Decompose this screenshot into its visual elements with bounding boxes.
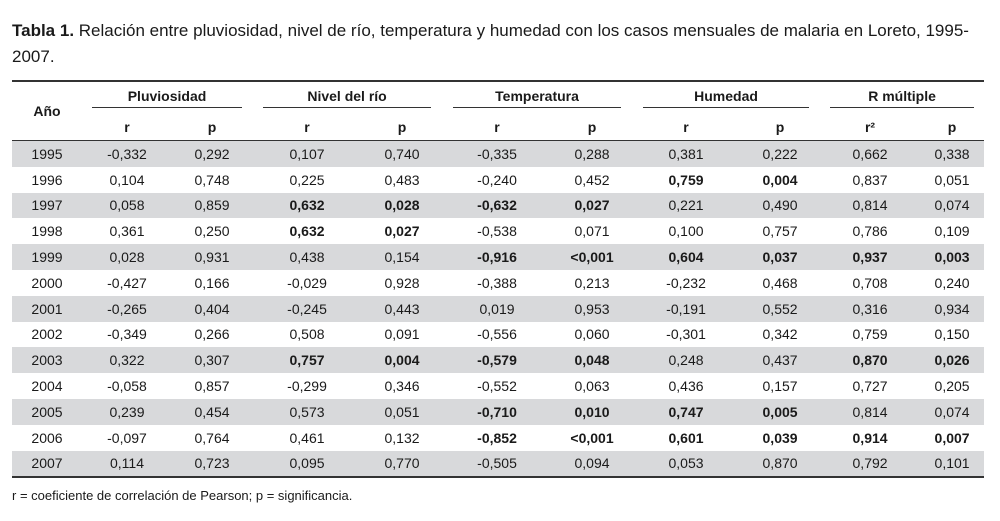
sub-header: p (740, 113, 820, 141)
group-header-pluviosidad: Pluviosidad (82, 81, 252, 113)
value-cell: 0,074 (920, 399, 984, 425)
value-cell: -0,852 (477, 429, 517, 446)
value-cell: -0,245 (252, 296, 362, 322)
table-caption (12, 18, 990, 70)
sub-header: p (920, 113, 984, 141)
value-cell: 0,931 (172, 244, 252, 270)
group-header-humedad: Humedad (632, 81, 820, 113)
year-cell: 1996 (31, 171, 63, 188)
value-cell: 0,132 (384, 429, 420, 446)
value-cell: -0,349 (107, 326, 147, 343)
value-cell: 0,870 (740, 451, 820, 478)
value-cell: 0,859 (172, 193, 252, 219)
value-cell: -0,299 (287, 378, 327, 395)
value-cell: 0,490 (740, 193, 820, 219)
sub-header: r (252, 113, 362, 141)
table-body (12, 141, 984, 478)
value-cell: 0,095 (252, 451, 362, 478)
value-cell: -0,388 (477, 274, 517, 291)
value-cell: 0,757 (252, 347, 362, 373)
caption-label: Tabla 1. (12, 21, 75, 40)
sub-header: r (82, 113, 172, 141)
value-cell: 0,436 (668, 378, 704, 395)
group-header-temperatura: Temperatura (442, 81, 632, 113)
year-cell: 2000 (31, 274, 63, 291)
value-cell: 0,051 (934, 171, 970, 188)
value-cell: 0,342 (762, 326, 798, 343)
value-cell: 0,307 (172, 347, 252, 373)
table-row (12, 425, 984, 451)
value-cell: 0,508 (289, 326, 325, 343)
value-cell: 0,764 (194, 429, 230, 446)
table-row (12, 244, 984, 270)
value-cell: 0,468 (762, 274, 798, 291)
table-row (12, 218, 984, 244)
value-cell: -0,265 (82, 296, 172, 322)
year-cell: 2002 (31, 326, 63, 343)
value-cell: -0,232 (666, 274, 706, 291)
value-cell: 0,937 (820, 244, 920, 270)
value-cell: 0,322 (82, 347, 172, 373)
value-cell: 0,632 (289, 223, 325, 240)
value-cell: 0,058 (82, 193, 172, 219)
table-row (12, 270, 984, 296)
value-cell: 0,248 (632, 347, 740, 373)
value-cell: 0,346 (384, 378, 420, 395)
malaria-correlation-table (12, 80, 984, 478)
value-cell: 0,026 (920, 347, 984, 373)
value-cell: 0,928 (384, 274, 420, 291)
value-cell: -0,632 (442, 193, 552, 219)
value-cell: 0,060 (574, 326, 610, 343)
value-cell: -0,538 (477, 223, 517, 240)
year-cell: 2006 (31, 429, 63, 446)
value-cell: 0,104 (109, 171, 145, 188)
value-cell: 0,662 (820, 141, 920, 167)
value-cell: -0,335 (442, 141, 552, 167)
value-cell: 0,048 (552, 347, 632, 373)
value-cell: -0,097 (107, 429, 147, 446)
value-cell: 0,292 (172, 141, 252, 167)
value-cell: 0,004 (762, 171, 798, 188)
value-cell: 0,266 (194, 326, 230, 343)
caption-text: Relación entre pluviosidad, nivel de río, temperatura y humedad con los casos mensuales de malaria en Loreto, 1995-2007. (12, 21, 969, 66)
value-cell: -0,058 (107, 378, 147, 395)
value-cell: 0,051 (362, 399, 442, 425)
table-row (12, 167, 984, 193)
value-cell: 0,404 (172, 296, 252, 322)
value-cell: 0,028 (362, 193, 442, 219)
sub-header: r (632, 113, 740, 141)
value-cell: 0,740 (362, 141, 442, 167)
value-cell: 0,114 (82, 451, 172, 478)
value-cell: 0,039 (762, 429, 798, 446)
value-cell: -0,191 (632, 296, 740, 322)
value-cell: 0,221 (632, 193, 740, 219)
value-cell: -0,029 (287, 274, 327, 291)
value-cell: 0,870 (820, 347, 920, 373)
value-cell: 0,063 (574, 378, 610, 395)
value-cell: 0,723 (172, 451, 252, 478)
value-cell: 0,770 (362, 451, 442, 478)
sub-header: r (442, 113, 552, 141)
value-cell: 0,837 (852, 171, 888, 188)
value-cell: 0,109 (934, 223, 970, 240)
year-cell: 1998 (31, 223, 63, 240)
value-cell: 0,361 (109, 223, 145, 240)
sub-header-row (12, 113, 984, 141)
year-cell: 1995 (12, 141, 82, 167)
year-cell: 2001 (12, 296, 82, 322)
value-cell: 0,814 (820, 193, 920, 219)
value-cell: 0,786 (852, 223, 888, 240)
value-cell: -0,505 (442, 451, 552, 478)
value-cell: -0,916 (442, 244, 552, 270)
value-cell: 0,019 (442, 296, 552, 322)
value-cell: 0,632 (252, 193, 362, 219)
year-cell: 2004 (31, 378, 63, 395)
table-row (12, 141, 984, 167)
value-cell: 0,438 (252, 244, 362, 270)
value-cell: 0,027 (384, 223, 420, 240)
year-cell: 2003 (12, 347, 82, 373)
value-cell: 0,094 (552, 451, 632, 478)
value-cell: 0,166 (194, 274, 230, 291)
sub-header: p (552, 113, 632, 141)
table-row (12, 193, 984, 219)
value-cell: 0,708 (852, 274, 888, 291)
table-row (12, 373, 984, 399)
value-cell: 0,150 (934, 326, 970, 343)
value-cell: 0,792 (820, 451, 920, 478)
value-cell: 0,814 (820, 399, 920, 425)
table-row (12, 451, 984, 478)
value-cell: -0,332 (82, 141, 172, 167)
table-row (12, 296, 984, 322)
group-header-row (12, 81, 984, 113)
value-cell: 0,157 (762, 378, 798, 395)
value-cell: 0,003 (920, 244, 984, 270)
group-header-nivel-rio: Nivel del río (252, 81, 442, 113)
value-cell: 0,454 (172, 399, 252, 425)
value-cell: 0,222 (740, 141, 820, 167)
value-cell: 0,037 (740, 244, 820, 270)
value-cell: 0,154 (362, 244, 442, 270)
value-cell: -0,556 (477, 326, 517, 343)
value-cell: 0,007 (934, 429, 970, 446)
value-cell: 0,552 (740, 296, 820, 322)
year-cell: 1997 (12, 193, 82, 219)
value-cell: 0,338 (920, 141, 984, 167)
value-cell: 0,953 (552, 296, 632, 322)
year-header: Año (12, 81, 82, 141)
group-header-r-multiple: R múltiple (820, 81, 984, 113)
value-cell: 0,452 (574, 171, 610, 188)
value-cell: 0,225 (289, 171, 325, 188)
value-cell: 0,914 (852, 429, 888, 446)
value-cell: 0,027 (552, 193, 632, 219)
sub-header: r² (820, 113, 920, 141)
value-cell: 0,205 (934, 378, 970, 395)
table-row (12, 399, 984, 425)
value-cell: 0,053 (632, 451, 740, 478)
value-cell: 0,074 (920, 193, 984, 219)
value-cell: 0,934 (920, 296, 984, 322)
value-cell: <0,001 (570, 429, 614, 446)
table-row (12, 322, 984, 348)
table-footnote: r = coeficiente de correlación de Pearson; p = significancia. (12, 488, 353, 503)
value-cell: 0,071 (574, 223, 610, 240)
value-cell: 0,757 (762, 223, 798, 240)
value-cell: 0,239 (82, 399, 172, 425)
value-cell: <0,001 (552, 244, 632, 270)
value-cell: -0,710 (442, 399, 552, 425)
value-cell: 0,748 (194, 171, 230, 188)
value-cell: 0,443 (362, 296, 442, 322)
value-cell: 0,316 (820, 296, 920, 322)
value-cell: 0,091 (384, 326, 420, 343)
value-cell: 0,213 (574, 274, 610, 291)
value-cell: 0,759 (852, 326, 888, 343)
value-cell: -0,579 (442, 347, 552, 373)
value-cell: 0,747 (632, 399, 740, 425)
year-cell: 2005 (12, 399, 82, 425)
value-cell: -0,427 (107, 274, 147, 291)
value-cell: 0,107 (252, 141, 362, 167)
value-cell: 0,604 (632, 244, 740, 270)
sub-header: p (362, 113, 442, 141)
value-cell: 0,240 (934, 274, 970, 291)
value-cell: 0,601 (668, 429, 704, 446)
value-cell: 0,250 (194, 223, 230, 240)
year-cell: 2007 (12, 451, 82, 478)
value-cell: 0,857 (194, 378, 230, 395)
value-cell: 0,004 (362, 347, 442, 373)
table-row (12, 347, 984, 373)
value-cell: 0,759 (668, 171, 704, 188)
value-cell: 0,028 (82, 244, 172, 270)
value-cell: 0,727 (852, 378, 888, 395)
value-cell: -0,552 (477, 378, 517, 395)
value-cell: -0,240 (477, 171, 517, 188)
sub-header: p (172, 113, 252, 141)
value-cell: -0,301 (666, 326, 706, 343)
value-cell: 0,101 (920, 451, 984, 478)
value-cell: 0,010 (552, 399, 632, 425)
value-cell: 0,288 (552, 141, 632, 167)
value-cell: 0,005 (740, 399, 820, 425)
value-cell: 0,461 (289, 429, 325, 446)
value-cell: 0,100 (668, 223, 704, 240)
value-cell: 0,573 (252, 399, 362, 425)
value-cell: 0,483 (384, 171, 420, 188)
value-cell: 0,437 (740, 347, 820, 373)
year-cell: 1999 (12, 244, 82, 270)
value-cell: 0,381 (632, 141, 740, 167)
